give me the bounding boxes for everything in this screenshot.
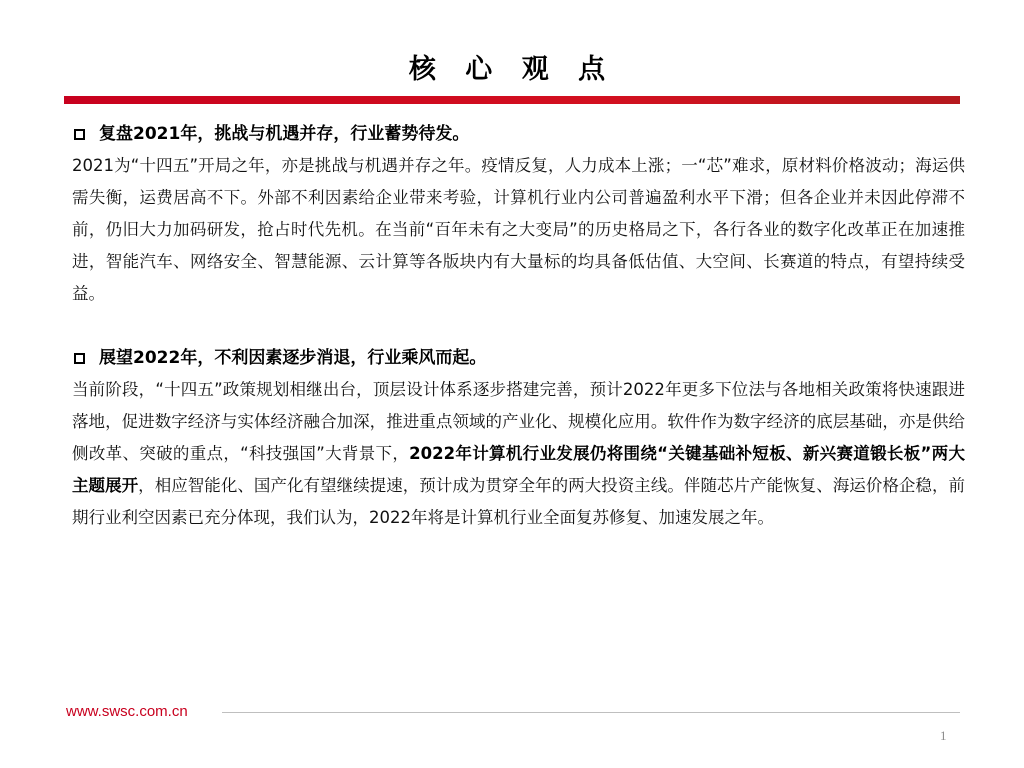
square-bullet-icon [74,353,85,364]
body-text-highlight: 2022年计算机行业发展仍将围绕“关键基础补短板、新兴赛道锻长板”两大主题展开 [72,444,965,495]
footer-divider [222,712,960,713]
square-bullet-icon [74,129,85,140]
section-review-2021 [72,118,972,310]
page-number: 1 [940,728,947,743]
page-title: 核 心 观 点 [408,54,616,85]
section-outlook-2022 [72,342,972,534]
section-body: 2021为“十四五”开局之年，亦是挑战与机遇并存之年。疫情反复，人力成本上涨；一“芯”难求，原材料价格波动；海运供需失衡，运费居高不下。外部不利因素给企业带来考验，计算机行业内公司普遍盈利水平下滑；但各企业并未因此停滞不前，仍旧大力加码研发，抢占时代先机。在当前“百年未有之大变局”的历史格局之下，各行各业的数字化改革正在加速推进，智能汽车、网络安全、智慧能源、云计算等各版块内有大量标的均具备低估值、大空间、长赛道的特点，有望持续受益。 [72,156,965,303]
section-heading-text: 展望2022年，不利因素逐步消退，行业乘风而起。 [99,348,487,368]
core-points-content [72,118,972,534]
section-heading [72,118,972,150]
footer-website-link[interactable]: www.swsc.com.cn [66,703,188,720]
section-heading [72,342,972,374]
section-heading-text: 复盘2021年，挑战与机遇并存，行业蓄势待发。 [99,124,470,144]
title-divider [64,96,960,104]
section-body [72,374,965,534]
body-text-part2: ，相应智能化、国产化有望继续提速，预计成为贯穿全年的两大投资主线。伴随芯片产能恢复、海运价格企稳，前期行业利空因素已充分体现，我们认为，2022年将是计算机行业全面复苏修复、加速发展之年。 [72,476,966,527]
body-text-part1: 当前阶段，“十四五”政策规划相继出台，顶层设计体系逐步搭建完善，预计2022年更多下位法与各地相关政策将快速跟进落地，促进数字经济与实体经济融合加深，推进重点领域的产业化、规模化应用。软件作为数字经济的底层基础，亦是供给侧改革、突破的重点，“科技强国”大背景下， [72,380,965,463]
